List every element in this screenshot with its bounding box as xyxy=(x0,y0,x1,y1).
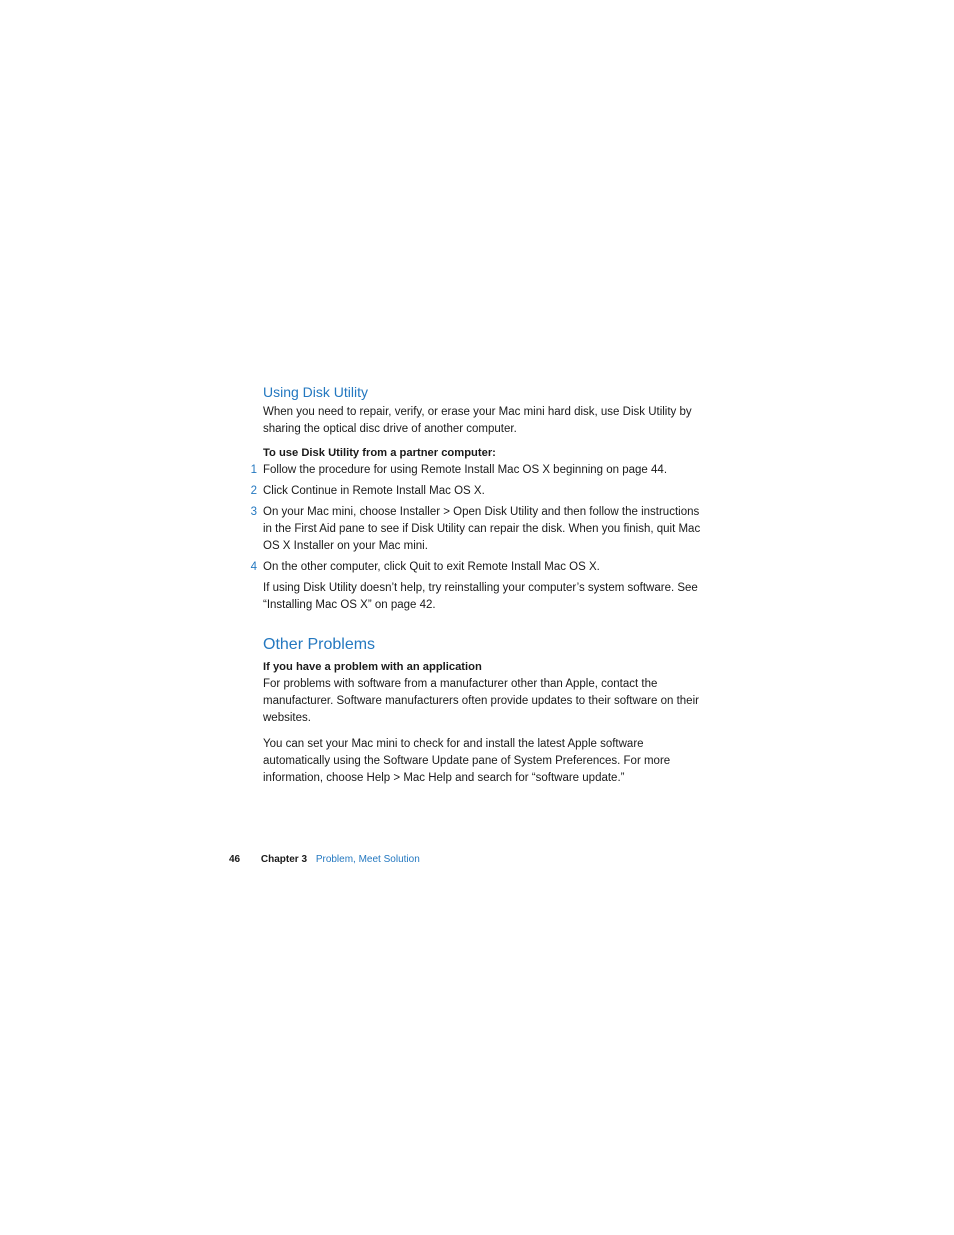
steps-list xyxy=(250,462,708,576)
page-number: 46 xyxy=(229,854,241,865)
section-heading-disk-utility: Using Disk Utility xyxy=(263,384,369,400)
step-text: On your Mac mini, choose Installer > Open Disk Utility and then follow the instructions in the First Aid pane to see if Disk Utility can repair the disk. When you finish, quit Mac OS X Installer on your Mac mini. xyxy=(263,505,701,553)
task-title: To use Disk Utility from a partner computer: xyxy=(263,447,496,460)
step-item xyxy=(250,462,708,479)
paragraph-software-update: You can set your Mac mini to check for and install the latest Apple software automatically using the Software Update pane of System Preferences. For more information, choose Help > Mac Help and search for “software update.” xyxy=(263,737,671,785)
note-paragraph: If using Disk Utility doesn’t help, try reinstalling your computer’s system software. See “Installing Mac OS X” on page 42. xyxy=(263,581,698,611)
step-item xyxy=(250,483,708,500)
page-content xyxy=(250,383,708,787)
page-footer xyxy=(229,852,420,868)
subheading-application-problem: If you have a problem with an application xyxy=(263,661,482,674)
step-number: 3 xyxy=(250,505,257,518)
step-number: 2 xyxy=(250,485,257,498)
step-item xyxy=(250,504,708,556)
step-item xyxy=(250,559,708,576)
paragraph-software-manufacturers: For problems with software from a manufacturer other than Apple, contact the manufacturer. Software manufacturers often provide updates to their software on their websites. xyxy=(263,678,699,725)
section-heading-other-problems: Other Problems xyxy=(263,636,376,654)
step-text: On the other computer, click Quit to exit Remote Install Mac OS X. xyxy=(263,560,600,573)
step-text: Follow the procedure for using Remote Install Mac OS X beginning on page 44. xyxy=(263,464,668,477)
chapter-title: Problem, Meet Solution xyxy=(315,854,420,865)
step-number: 4 xyxy=(250,560,257,573)
step-text: Click Continue in Remote Install Mac OS X. xyxy=(263,485,485,498)
chapter-label: Chapter 3 xyxy=(260,854,308,865)
step-number: 1 xyxy=(250,464,257,477)
intro-paragraph: When you need to repair, verify, or erase your Mac mini hard disk, use Disk Utility by sharing the optical disc drive of another computer. xyxy=(263,406,692,436)
